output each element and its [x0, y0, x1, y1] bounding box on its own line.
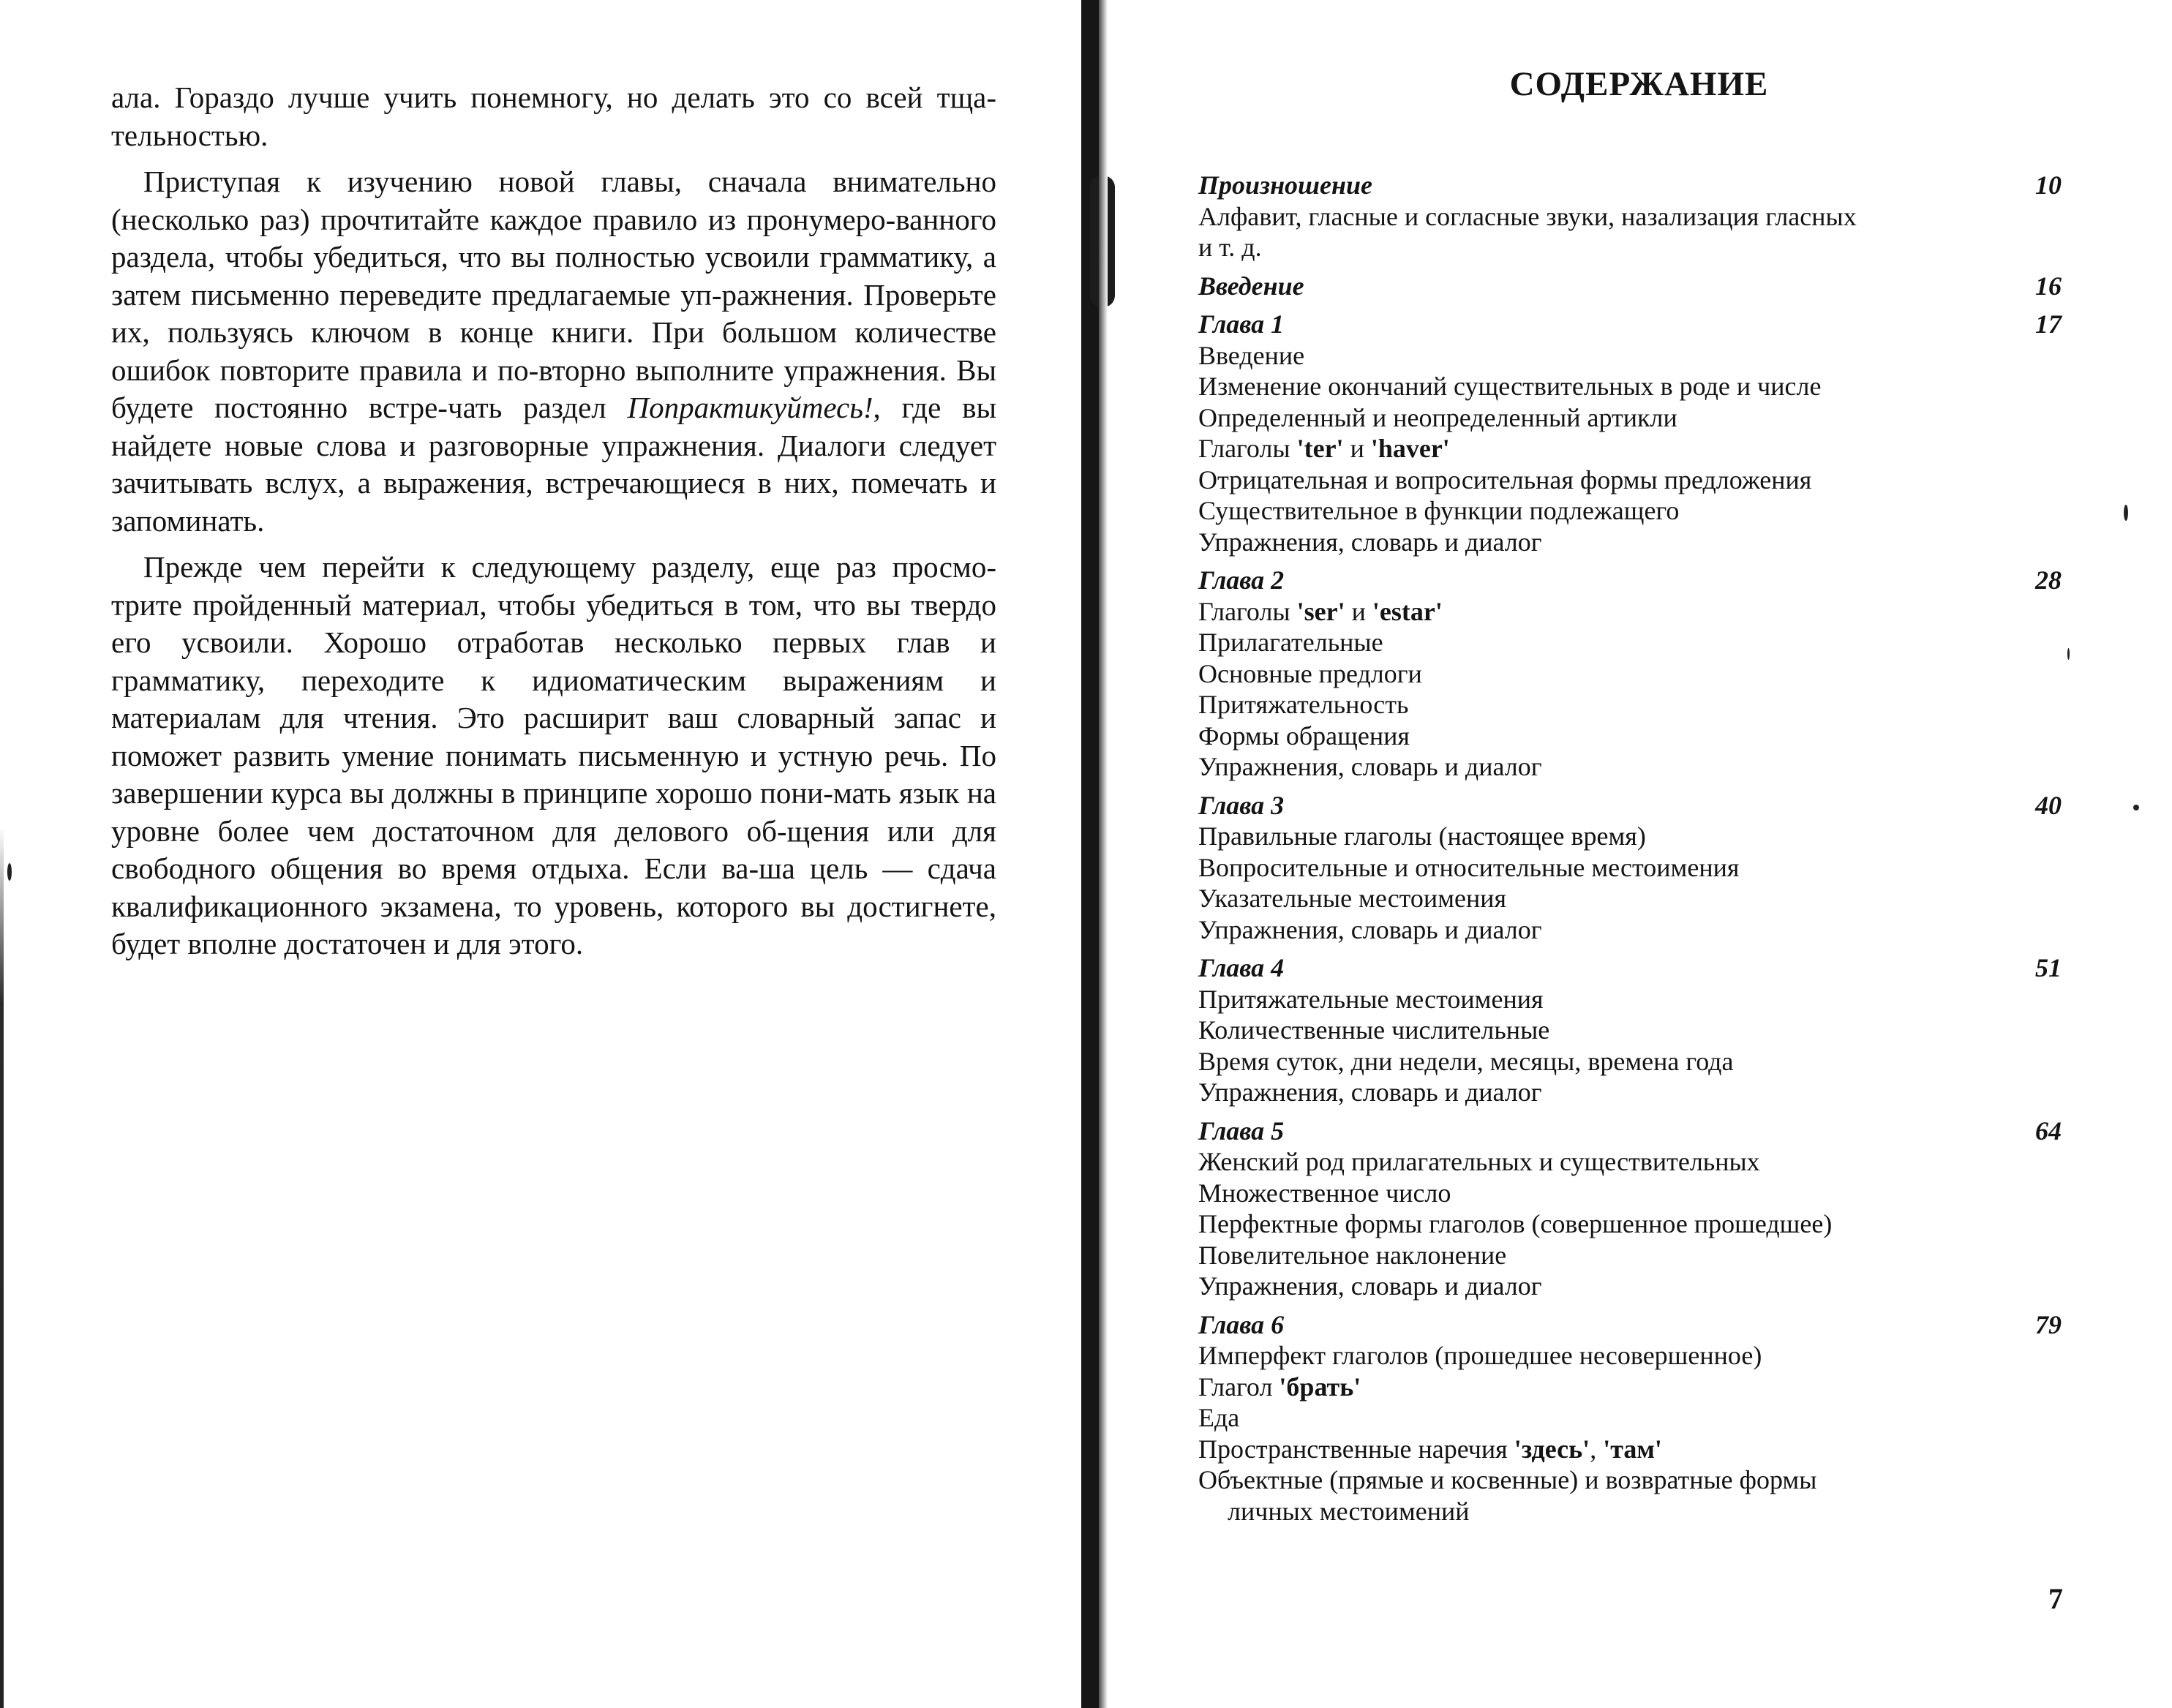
toc-heading-title: Глава 2 — [1198, 565, 1285, 595]
toc-heading-page: 64 — [2035, 1116, 2062, 1145]
toc-heading — [1198, 271, 2062, 302]
toc-section — [1198, 1116, 2062, 1302]
toc-item-text: Глаголы — [1198, 434, 1297, 463]
toc-heading-page: 51 — [2035, 953, 2062, 982]
toc-item — [1198, 433, 2062, 464]
toc-item: личных местоимений — [1228, 1496, 1470, 1526]
toc-heading-page: 40 — [2035, 790, 2062, 820]
toc-heading — [1198, 1116, 2062, 1147]
toc-item: Введение — [1198, 340, 1305, 370]
toc-item: Объектные (прямые и косвенные) и возвратные формы — [1198, 1465, 1817, 1494]
toc-heading-title: Глава 5 — [1198, 1116, 1285, 1145]
toc-item: Формы обращения — [1198, 721, 1410, 750]
left-page-body — [111, 79, 996, 972]
toc-item: Женский род прилагательных и существительных — [1198, 1147, 1760, 1176]
toc-item-keyword: 'haver' — [1370, 434, 1450, 463]
toc-item-keyword: 'брать' — [1279, 1372, 1361, 1402]
toc-heading — [1198, 790, 2062, 821]
toc-heading-title: Произношение — [1198, 170, 1373, 200]
toc-item: Притяжательность — [1198, 690, 1409, 719]
toc-title: СОДЕРЖАНИЕ — [1509, 65, 1769, 103]
toc-item: Перфектные формы глаголов (совершенное прошедшее) — [1198, 1209, 1833, 1238]
toc-section — [1198, 1309, 2062, 1527]
toc-item-text: Глагол — [1198, 1372, 1279, 1402]
toc-heading-page: 28 — [2035, 565, 2062, 595]
toc-section — [1198, 170, 2062, 263]
paragraph-3: Прежде чем перейти к следующему разделу, еще раз просмо-трите пройденный материал, чтобы убедиться в том, что вы твердо его усвоили. Хорошо отработав несколько первых глав и грамматику, переходите к идиоматическим выражениям и материалам для чтения. Это расширит ваш словарный запас и поможет развить умение понимать письменную и устную речь. По завершении курса вы должны в принципе хорошо пони-мать язык на уровне более чем достаточном для делового об-щения или для свободного общения во время отдыха. Если ва-ша цель — сдача квалификационного экзамена, то уровень, которого вы достигнете, будет вполне достаточен и для этого. — [111, 550, 996, 960]
toc-item — [1198, 596, 2062, 628]
toc-heading-page: 10 — [2035, 170, 2062, 200]
toc-item — [1198, 1372, 2062, 1403]
toc-item: Еда — [1198, 1403, 1240, 1432]
paragraph-1: ала. Гораздо лучше учить понемногу, но делать это со всей тща-тельностью. — [111, 80, 996, 152]
toc-item: Существительное в функции подлежащего — [1198, 496, 1680, 525]
toc-item: Указательные местоимения — [1198, 884, 1507, 913]
toc-section — [1198, 271, 2062, 302]
toc-heading-page: 16 — [2035, 271, 2062, 301]
paragraph-2 — [111, 163, 996, 540]
toc-item: Отрицательная и вопросительная формы предложения — [1198, 464, 1812, 494]
scan-speck — [2124, 505, 2128, 521]
toc-item: Упражнения, словарь и диалог — [1198, 914, 1542, 944]
toc-heading-title: Глава 3 — [1198, 790, 1285, 820]
toc-heading — [1198, 309, 2062, 340]
toc-item: Время суток, дни недели, месяцы, времена года — [1198, 1046, 1734, 1076]
scan-speck — [2067, 648, 2070, 660]
toc-section — [1198, 565, 2062, 783]
toc-item-keyword: 'ser' — [1296, 596, 1345, 626]
toc-item-text: Пространственные наречия — [1198, 1434, 1514, 1464]
toc-item: Упражнения, словарь и диалог — [1198, 527, 1542, 557]
toc-item-text: , — [1590, 1434, 1604, 1464]
toc-item-text: и — [1343, 434, 1371, 463]
scan-speck — [7, 863, 12, 881]
toc-section — [1198, 790, 2062, 946]
toc-heading — [1198, 565, 2062, 596]
toc-item-keyword: 'здесь' — [1514, 1434, 1590, 1464]
toc-item: Имперфект глаголов (прошедшее несовершенное) — [1198, 1341, 1762, 1370]
toc-item: Множественное число — [1198, 1178, 1451, 1208]
toc-item: Упражнения, словарь и диалог — [1198, 1077, 1542, 1107]
toc-item-keyword: 'ter' — [1296, 434, 1344, 463]
toc-section — [1198, 309, 2062, 557]
toc-item: Прилагательные — [1198, 628, 1383, 657]
toc-item: Изменение окончаний существительных в роде и числе — [1198, 372, 1822, 401]
toc-heading-title: Глава 1 — [1198, 309, 1285, 339]
toc-item: Повелительное наклонение — [1198, 1240, 1507, 1270]
toc-section — [1198, 952, 2062, 1108]
toc-item: и т. д. — [1198, 233, 1262, 262]
toc-item: Упражнения, словарь и диалог — [1198, 1271, 1542, 1301]
toc-item — [1198, 1434, 2062, 1465]
table-of-contents — [1198, 170, 2062, 1534]
toc-item: Количественные числительные — [1198, 1015, 1550, 1045]
practice-section-name: Попрактикуйтесь! — [627, 391, 873, 424]
toc-item: Упражнения, словарь и диалог — [1198, 752, 1542, 781]
scan-left-edge — [0, 827, 4, 1708]
toc-item: Определенный и неопределенный артикли — [1198, 402, 1677, 432]
toc-heading — [1198, 1309, 2062, 1341]
toc-item-text: Глаголы — [1198, 596, 1297, 626]
toc-heading — [1198, 952, 2062, 984]
toc-heading-title: Глава 6 — [1198, 1309, 1285, 1339]
toc-item: Правильные глаголы (настоящее время) — [1198, 821, 1646, 851]
toc-heading-title: Глава 4 — [1198, 953, 1285, 982]
toc-heading-page: 17 — [2035, 309, 2062, 339]
toc-item-keyword: 'там' — [1603, 1434, 1662, 1464]
paragraph-2-tail: , где вы найдете новые слова и разговорные упражнения. Диалоги следует зачитывать вслух, а выражения, встречающиеся в них, помечать и запоминать. — [111, 391, 996, 538]
toc-heading-page: 79 — [2035, 1309, 2062, 1339]
toc-item: Притяжательные местоимения — [1198, 984, 1544, 1014]
toc-heading — [1198, 170, 2062, 201]
scan-speck — [2133, 805, 2139, 810]
toc-item: Вопросительные и относительные местоимения — [1198, 852, 1740, 882]
page-number: 7 — [2048, 1582, 2063, 1615]
toc-item: Основные предлоги — [1198, 658, 1422, 688]
toc-item-text: и — [1345, 596, 1372, 626]
toc-item: Алфавит, гласные и согласные звуки, назализация гласных — [1198, 201, 1857, 231]
toc-heading-title: Введение — [1198, 271, 1304, 301]
toc-item-keyword: 'estar' — [1372, 596, 1443, 626]
paragraph-2-text: Приступая к изучению новой главы, сначала внимательно (несколько раз) прочтитайте каждое правило из пронумеро-ванного раздела, чтобы убедиться, что вы полностью усвоили грамматику, а затем письменно переведите предлагаемые уп-ражнения. Проверьте их, пользуясь ключом в конце книги. При большом количестве ошибок повторите правила и по-вторно выполните упражнения. Вы будете постоянно встре-чать раздел — [111, 165, 996, 424]
